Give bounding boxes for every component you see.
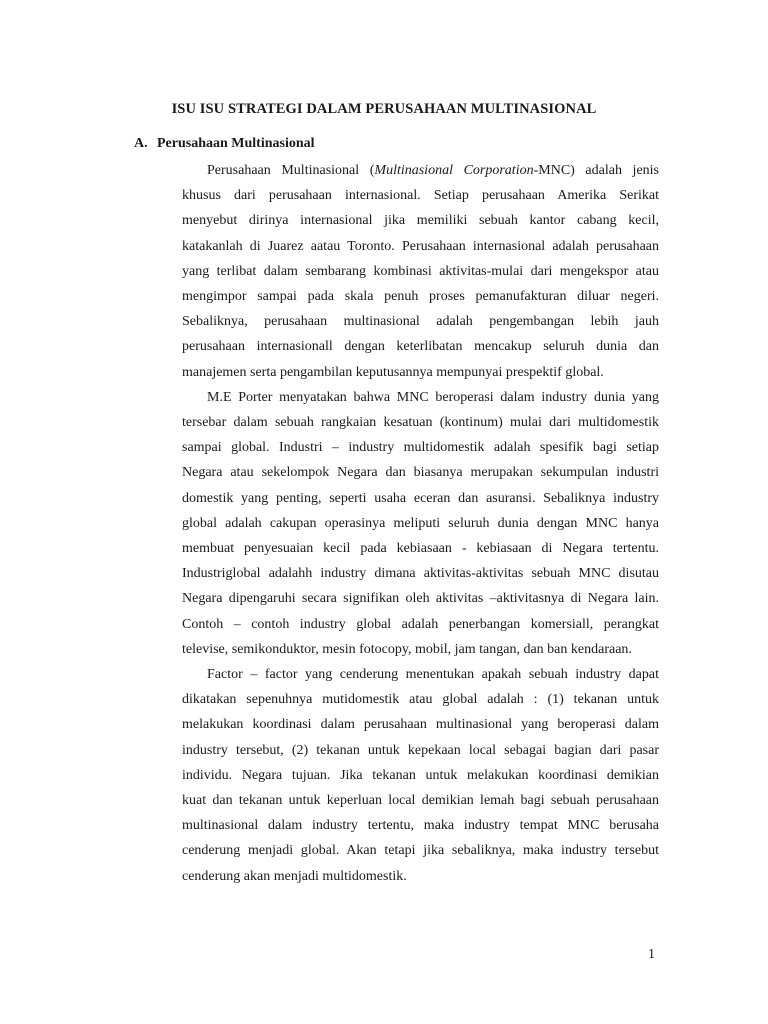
text-line: perusahaan internasionall dengan keterlibatan mencakup seluruh dunia dan: [182, 339, 659, 355]
paragraph-2: [157, 385, 659, 662]
text-line: Industriglobal adalahh industry dimana aktivitas-aktivitas sebuah MNC disutau: [182, 566, 659, 582]
text-line: global adalah cakupan operasinya meliputi seluruh dunia dengan MNC hanya: [182, 515, 659, 531]
text-line: Perusahaan Multinasional (Multinasional Corporation-MNC) adalah jenis: [207, 163, 659, 178]
text-line: membuat penyesuaian kecil pada kebiasaan - kebiasaan di Negara tertentu.: [182, 541, 659, 557]
text-line: multinasional dalam industry tertentu, maka industry tempat MNC berusaha: [182, 818, 659, 834]
text-line: Sebaliknya, perusahaan multinasional adalah pengembangan lebih jauh: [182, 314, 659, 330]
text-line: tersebar dalam sebuah rangkaian kesatuan (kontinum) mulai dari multidomestik: [182, 415, 659, 431]
text-line: industry tersebut, (2) tekanan untuk kepekaan local sebagai bagian dari pasar: [182, 742, 659, 758]
text-line: M.E Porter menyatakan bahwa MNC beroperasi dalam industry dunia yang: [207, 389, 659, 405]
text-line: kuat dan tekanan untuk keperluan local demikian lemah bagi sebuah perusahaan: [182, 793, 659, 809]
document-body: [157, 158, 659, 889]
text-line: dikatakan sepenuhnya mutidomestik atau global adalah : (1) tekanan untuk: [182, 692, 659, 708]
text-line: mengimpor sampai pada skala penuh proses pemanufakturan diluar negeri.: [182, 289, 659, 305]
text-line: Negara dipengaruhi secara signifikan oleh aktivitas –aktivitasnya di Negara lain.: [182, 591, 659, 607]
page-number: 1: [648, 947, 655, 962]
text-line: cenderung menjadi global. Akan tetapi jika sebaliknya, maka industry tersebut: [182, 843, 659, 859]
section-label: A.: [134, 136, 148, 151]
text-line: individu. Negara tujuan. Jika tekanan untuk melakukan koordinasi demikian: [182, 767, 659, 783]
paragraph-3: [157, 662, 659, 889]
italic-term: Multinasional Corporation: [374, 163, 534, 178]
text-line: yang terlibat dalam sembarang kombinasi aktivitas-mulai dari mengekspor atau: [182, 263, 659, 279]
text-line: domestik yang penting, seperti usaha eceran dan asuransi. Sebaliknya industry: [182, 490, 659, 506]
section-heading-text: Perusahaan Multinasional: [157, 136, 315, 151]
text-line: manajemen serta pengambilan keputusannya mempunyai prespektif global.: [182, 364, 604, 380]
paragraph-1: [157, 158, 659, 385]
text-line: sampai global. Industri – industry multidomestik adalah spesifik bagi setiap: [182, 440, 659, 456]
text-line: televise, semikonduktor, mesin fotocopy, mobil, jam tangan, dan ban kendaraan.: [182, 641, 632, 657]
text-line: khusus dari perusahaan internasional. Setiap perusahaan Amerika Serikat: [182, 188, 659, 204]
text-line: katakanlah di Juarez aatau Toronto. Perusahaan internasional adalah perusahaan: [182, 238, 659, 254]
document-title: ISU ISU STRATEGI DALAM PERUSAHAAN MULTINASIONAL: [171, 101, 597, 117]
text-line: menyebut dirinya internasional jika memiliki sebuah kantor cabang kecil,: [182, 213, 659, 229]
text-line: Negara atau sekelompok Negara dan biasanya merupakan sekumpulan industri: [182, 465, 659, 481]
section-heading: [134, 136, 315, 152]
text-line: cenderung akan menjadi multidomestik.: [182, 868, 407, 884]
text-line: Factor – factor yang cenderung menentukan apakah sebuah industry dapat: [207, 667, 659, 683]
text-line: melakukan koordinasi dalam perusahaan multinasional yang beroperasi dalam: [182, 717, 659, 733]
text-line: Contoh – contoh industry global adalah penerbangan komersiall, perangkat: [182, 616, 659, 632]
